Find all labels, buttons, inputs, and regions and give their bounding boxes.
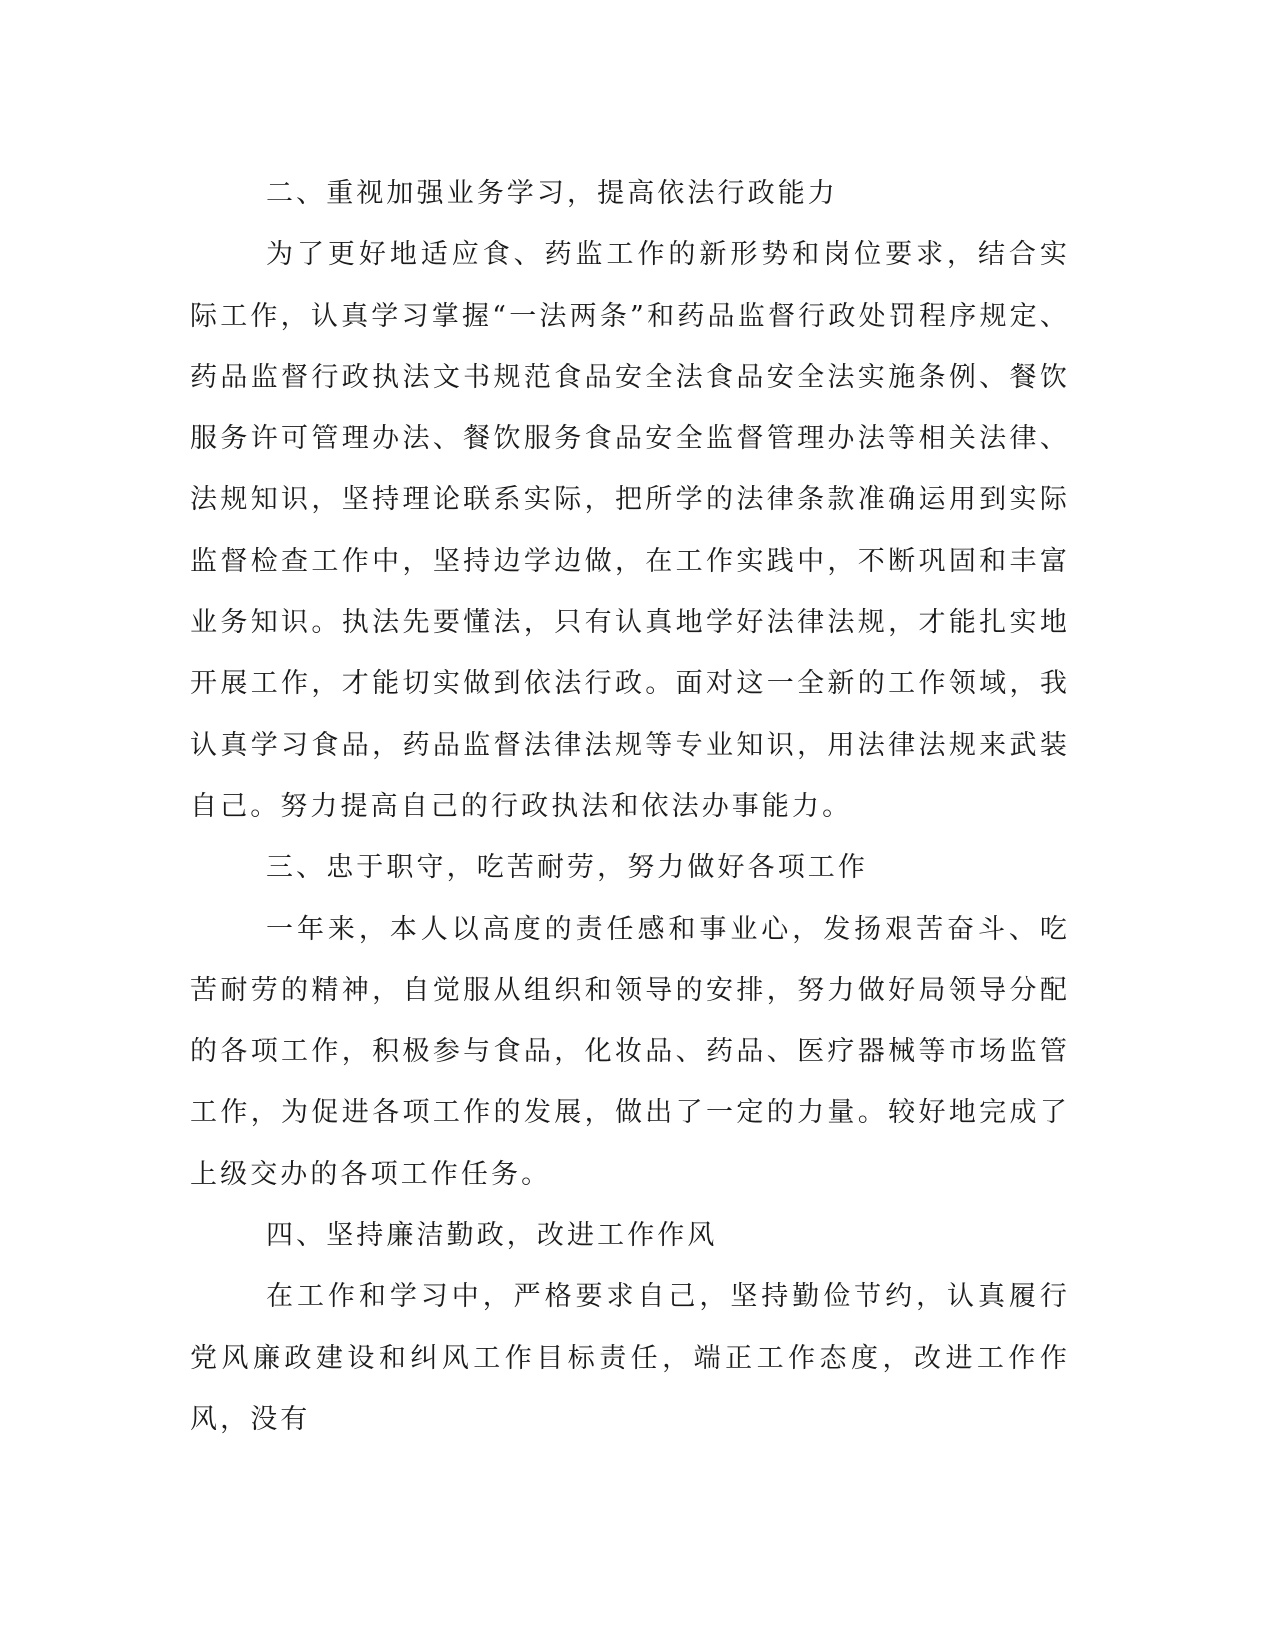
section-heading-3: 三、忠于职守，吃苦耐劳，努力做好各项工作 <box>266 852 868 884</box>
section-heading-2: 二、重视加强业务学习，提高依法行政能力 <box>266 178 838 209</box>
section-heading-4: 四、坚持廉洁勤政，改进工作作风 <box>266 1220 718 1252</box>
document-body <box>190 163 1070 1450</box>
paragraph-study: 为了更好地适应食、药监工作的新形势和岗位要求，结合实际工作，认真学习掌握“一法两条”和药品监督行政处罚程序规定、药品监督行政执法文书规范食品安全法食品安全法实施条例、餐饮服务许可管理办法、餐饮服务食品安全监督管理办法等相关法律、法规知识，坚持理论联系实际，把所学的法律条款准确运用到实际监督检查工作中，坚持边学边做，在工作实践中，不断巩固和丰富业务知识。执法先要懂法，只有认真地学好法律法规，才能扎实地开展工作，才能切实做到依法行政。面对这一全新的工作领域，我认真学习食品，药品监督法律法规等专业知识，用法律法规来武装自己。努力提高自己的行政执法和依法办事能力。 <box>190 239 1070 822</box>
paragraph-duty: 一年来，本人以高度的责任感和事业心，发扬艰苦奋斗、吃苦耐劳的精神，自觉服从组织和领导的安排，努力做好局领导分配的各项工作，积极参与食品，化妆品、药品、医疗器械等市场监管工作，为促进各项工作的发展，做出了一定的力量。较好地完成了上级交办的各项工作任务。 <box>190 913 1070 1190</box>
paragraph-integrity: 在工作和学习中，严格要求自己，坚持勤俭节约，认真履行党风廉政建设和纠风工作目标责任，端正工作态度，改进工作作风，没有 <box>190 1281 1070 1435</box>
